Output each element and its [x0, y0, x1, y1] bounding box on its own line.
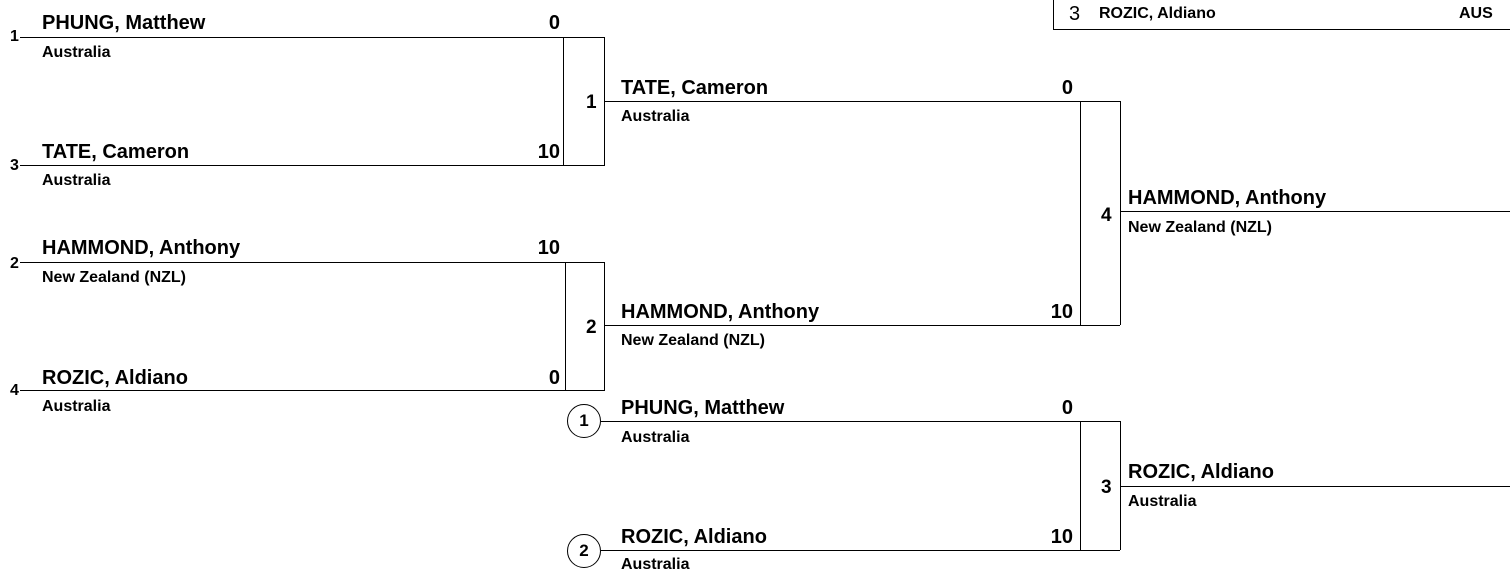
bracket-connector	[1080, 101, 1081, 325]
competitor-name: HAMMOND, Anthony	[621, 301, 820, 323]
seed-number: 1	[10, 28, 19, 45]
bracket-line	[601, 550, 1120, 551]
competitor-country: Australia	[621, 556, 690, 573]
competitor-country: New Zealand (NZL)	[42, 269, 187, 286]
score: 0	[1061, 397, 1073, 419]
bracket-connector	[1080, 421, 1081, 550]
competitor-name: HAMMOND, Anthony	[1128, 187, 1327, 209]
competitor-name: ROZIC, Aldiano	[42, 367, 188, 389]
bracket-connector	[563, 37, 564, 165]
competitor-name: ROZIC, Aldiano	[1128, 461, 1274, 483]
competitor-country: Australia	[42, 172, 111, 189]
bracket-line	[20, 165, 605, 166]
bracket-line	[20, 262, 605, 263]
match-number: 2	[586, 317, 597, 338]
bracket-connector	[1120, 101, 1121, 325]
competitor-name: PHUNG, Matthew	[621, 397, 785, 419]
competitor-country: Australia	[42, 44, 111, 61]
loser-from-match-circle	[567, 534, 601, 568]
bracket-line	[604, 101, 1120, 102]
match-number: 4	[1101, 205, 1112, 226]
competitor-country: Australia	[42, 398, 111, 415]
competitor-name: HAMMOND, Anthony	[42, 237, 241, 259]
seed-number: 3	[10, 157, 19, 174]
score: 10	[537, 141, 560, 163]
bracket-line	[601, 421, 1120, 422]
competitor-country: New Zealand (NZL)	[621, 332, 766, 349]
bracket-line	[1120, 486, 1510, 487]
competitor-name: PHUNG, Matthew	[42, 12, 206, 34]
seed-number: 4	[10, 382, 19, 399]
match-number: 3	[1101, 477, 1112, 498]
competitor-name: ROZIC, Aldiano	[621, 526, 767, 548]
competitor-country: Australia	[621, 429, 690, 446]
competitor-name: TATE, Cameron	[621, 77, 769, 99]
score: 10	[537, 237, 560, 259]
loser-from-match-number: 1	[579, 411, 589, 430]
bracket-line	[604, 325, 1120, 326]
competitor-country: New Zealand (NZL)	[1128, 219, 1273, 236]
match-number: 1	[586, 92, 597, 113]
score: 0	[548, 12, 560, 34]
bracket-line	[20, 37, 605, 38]
third-place-box	[1053, 0, 1510, 30]
third-place-rank: 3	[1069, 3, 1081, 25]
seed-number: 2	[10, 255, 19, 272]
competitor-country: Australia	[1128, 493, 1197, 510]
loser-from-match-circle	[567, 404, 601, 438]
bracket-connector	[604, 262, 605, 390]
score: 10	[1050, 526, 1073, 548]
competitor-country: Australia	[621, 108, 690, 125]
bracket-line	[20, 390, 605, 391]
loser-from-match-number: 2	[579, 541, 589, 560]
bracket-line	[1120, 211, 1510, 212]
third-place-name: ROZIC, Aldiano	[1099, 5, 1216, 22]
third-place-country-code: AUS	[1459, 5, 1493, 22]
score: 0	[1061, 77, 1073, 99]
score: 0	[548, 367, 560, 389]
bracket-connector	[565, 262, 566, 390]
competitor-name: TATE, Cameron	[42, 141, 190, 163]
score: 10	[1050, 301, 1073, 323]
